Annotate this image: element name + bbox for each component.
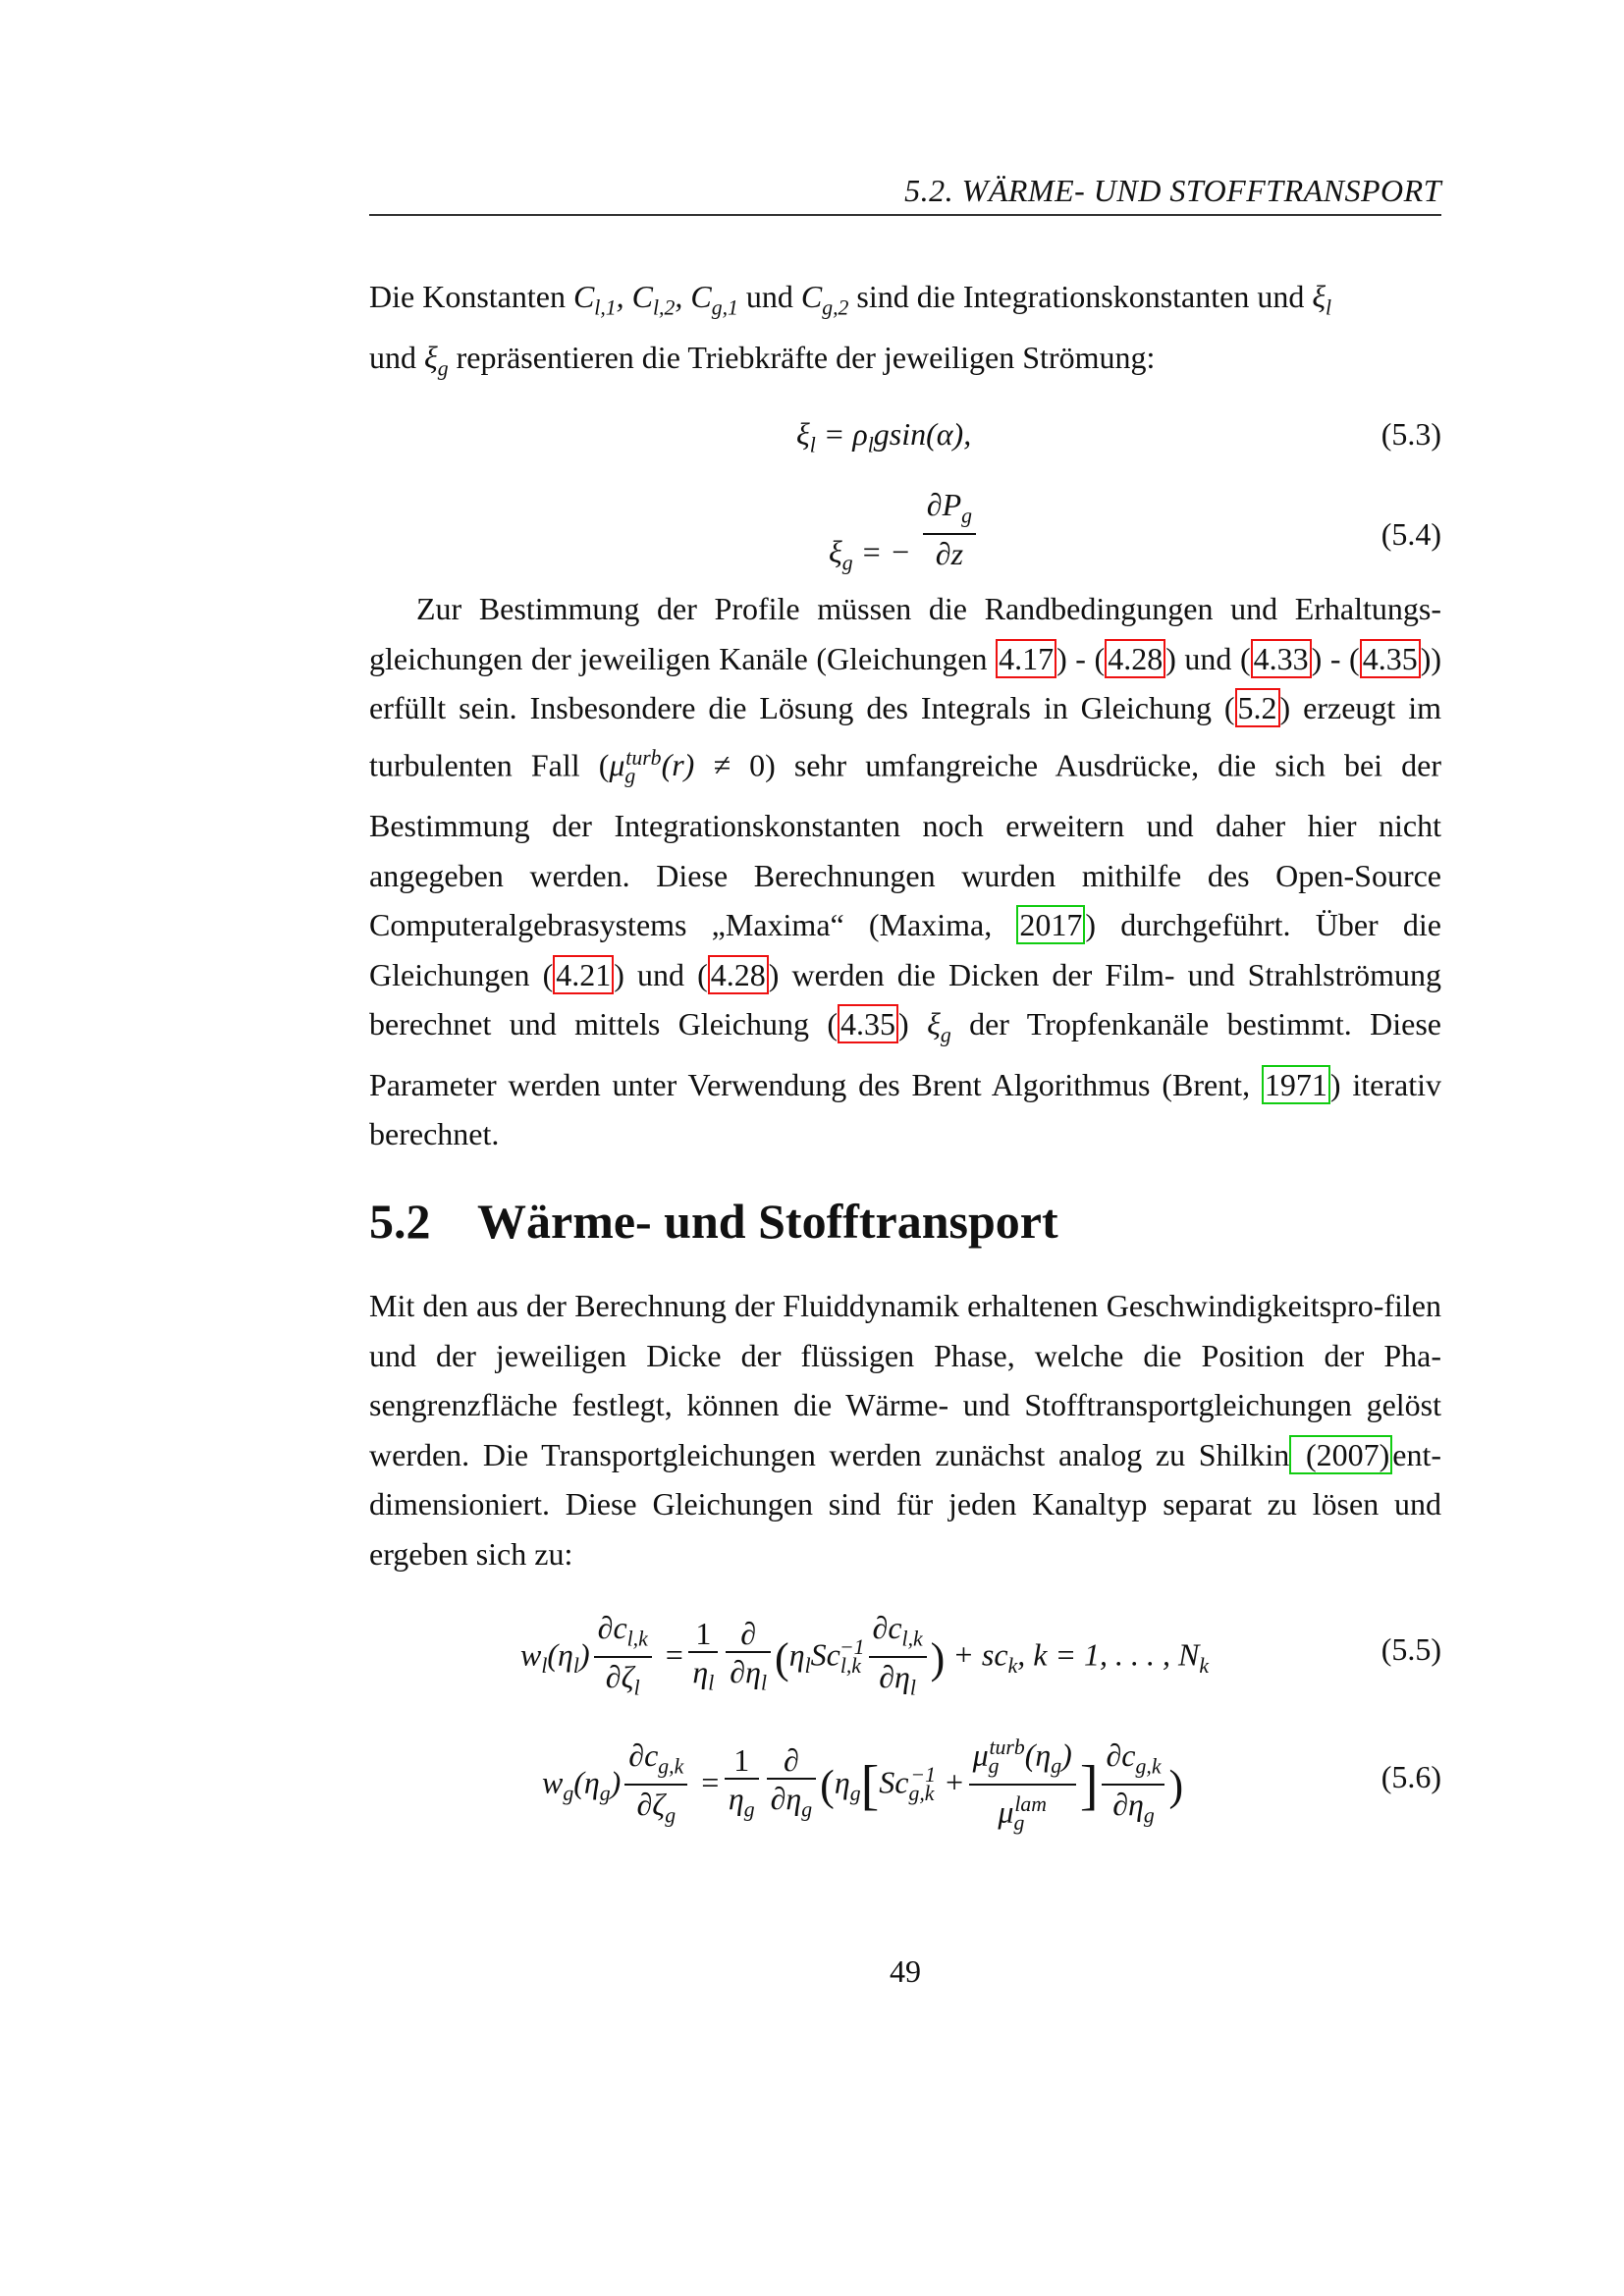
equation-5-5: $w_l(\eta_l)$ $\frac{\partial c_{l,k}}{\partial\zeta_l}$ = $\frac{1}{\eta_l}$ $\frac{\partial}{\partial\eta_l}$ ($\eta_lSc_{l,k}^{-1}$ $\frac{\partial c_{l,k}}{\partial\eta_l}$ ) + $sc_k$, k = 1, . . . , $N_k$ (5.5) xyxy=(369,1610,1441,1698)
equation-link[interactable]: 4.33 xyxy=(1251,639,1312,678)
equation-5-3: $\xi_l = \rho_lgsin(\alpha)$, (5.3) xyxy=(796,416,1441,457)
section-heading xyxy=(369,1193,1058,1250)
equation-label: (5.6) xyxy=(1380,1759,1441,1794)
intro-paragraph: Die Konstanten $C_{l,1}$, $C_{l,2}$, $C_{g,1}$ und $C_{g,2}$ sind die Integrationskonstanten und $\xi_l$ und $\xi_g$ repräsentieren die Triebkräfte der jeweiligen Strömung: xyxy=(369,279,1332,381)
equation-link[interactable]: 4.17 xyxy=(996,639,1056,678)
equation-5-4: $\xi_g$ = − $\frac{\partial P_g}{\partial z}$ (5.4) xyxy=(829,487,1441,575)
equation-label: (5.5) xyxy=(1380,1631,1441,1667)
body-paragraph-2: Mit den aus der Berechnung der Fluiddynamik erhaltenen Geschwindigkeitspro-filen und der jeweiligen Dicke der flüssigen Phase, welche die Position der Pha-sengrenzfläche festlegt, können die Wärme- und Stofftransportgleichungen gelöst werden. Die Transportgleichungen werden zunächst analog zu Shilkin (2007)ent-dimensioniert. Diese Gleichungen sind für jeden Kanaltyp separat zu lösen und ergeben sich zu: xyxy=(369,1288,1441,1572)
body-paragraph: Zur Bestimmung der Profile müssen die Randbedingungen und Erhaltungs-gleichungen der jeweiligen Kanäle (Gleichungen 4.17) - (4.28) und (4.33) - (4.35)) erfüllt sein. Insbesondere die Lösung des Integrals in Gleichung (5.2) erzeugt im turbulenten Fall $(\mu_g^{turb}(r) \ne 0)$ sehr umfangreiche Ausdrücke, die sich bei der Bestimmung der Integrationskonstanten noch erweitern und daher hier nicht angegeben werden. Diese Berechnungen wurden mithilfe des Open-Source Computeralgebrasystems „Maxima“ (Maxima, 2017) durchgeführt. Über die Gleichungen (4.21) und (4.28) werden die Dicken der Film- und Strahlströmung berechnet und mittels Gleichung (4.35) $\xi_g$ der Tropfenkanäle bestimmt. Diese Parameter werden unter Verwendung des Brent Algorithmus (Brent, 1971) iterativ berechnet. xyxy=(369,591,1442,1152)
equation-link[interactable]: 4.21 xyxy=(553,955,614,994)
citation-link[interactable]: (2007) xyxy=(1289,1435,1392,1474)
equation-5-6: $w_g(\eta_g)$ $\frac{\partial c_{g,k}}{\partial\zeta_g}$ = $\frac{1}{\eta_g}$ $\frac{\partial}{\partial\eta_g}$ ($\eta_g[Sc_{g,k}^{-1}$ + $\frac{\mu_g^{turb}(\eta_g)}{\mu_g^{lam}}$ ] $\frac{\partial c_{g,k}}{\partial\eta_g}$ ) (5.6) xyxy=(369,1730,1441,1838)
section-title: Wärme- und Stofftransport xyxy=(477,1194,1058,1249)
equation-link[interactable]: 4.35 xyxy=(1360,639,1421,678)
section-number: 5.2 xyxy=(369,1194,431,1249)
equation-link[interactable]: 4.28 xyxy=(708,955,769,994)
equation-link[interactable]: 4.35 xyxy=(838,1004,898,1043)
citation-link[interactable]: 1971 xyxy=(1262,1065,1330,1104)
citation-link[interactable]: 2017 xyxy=(1016,905,1085,944)
page-number: 49 xyxy=(890,1953,921,1989)
equation-link[interactable]: 5.2 xyxy=(1235,688,1280,727)
header-rule xyxy=(369,214,1441,216)
equation-link[interactable]: 4.28 xyxy=(1105,639,1165,678)
running-header: 5.2. WÄRME- UND STOFFTRANSPORT xyxy=(904,173,1441,208)
equation-label: (5.3) xyxy=(1380,416,1441,452)
equation-label: (5.4) xyxy=(1380,516,1441,552)
